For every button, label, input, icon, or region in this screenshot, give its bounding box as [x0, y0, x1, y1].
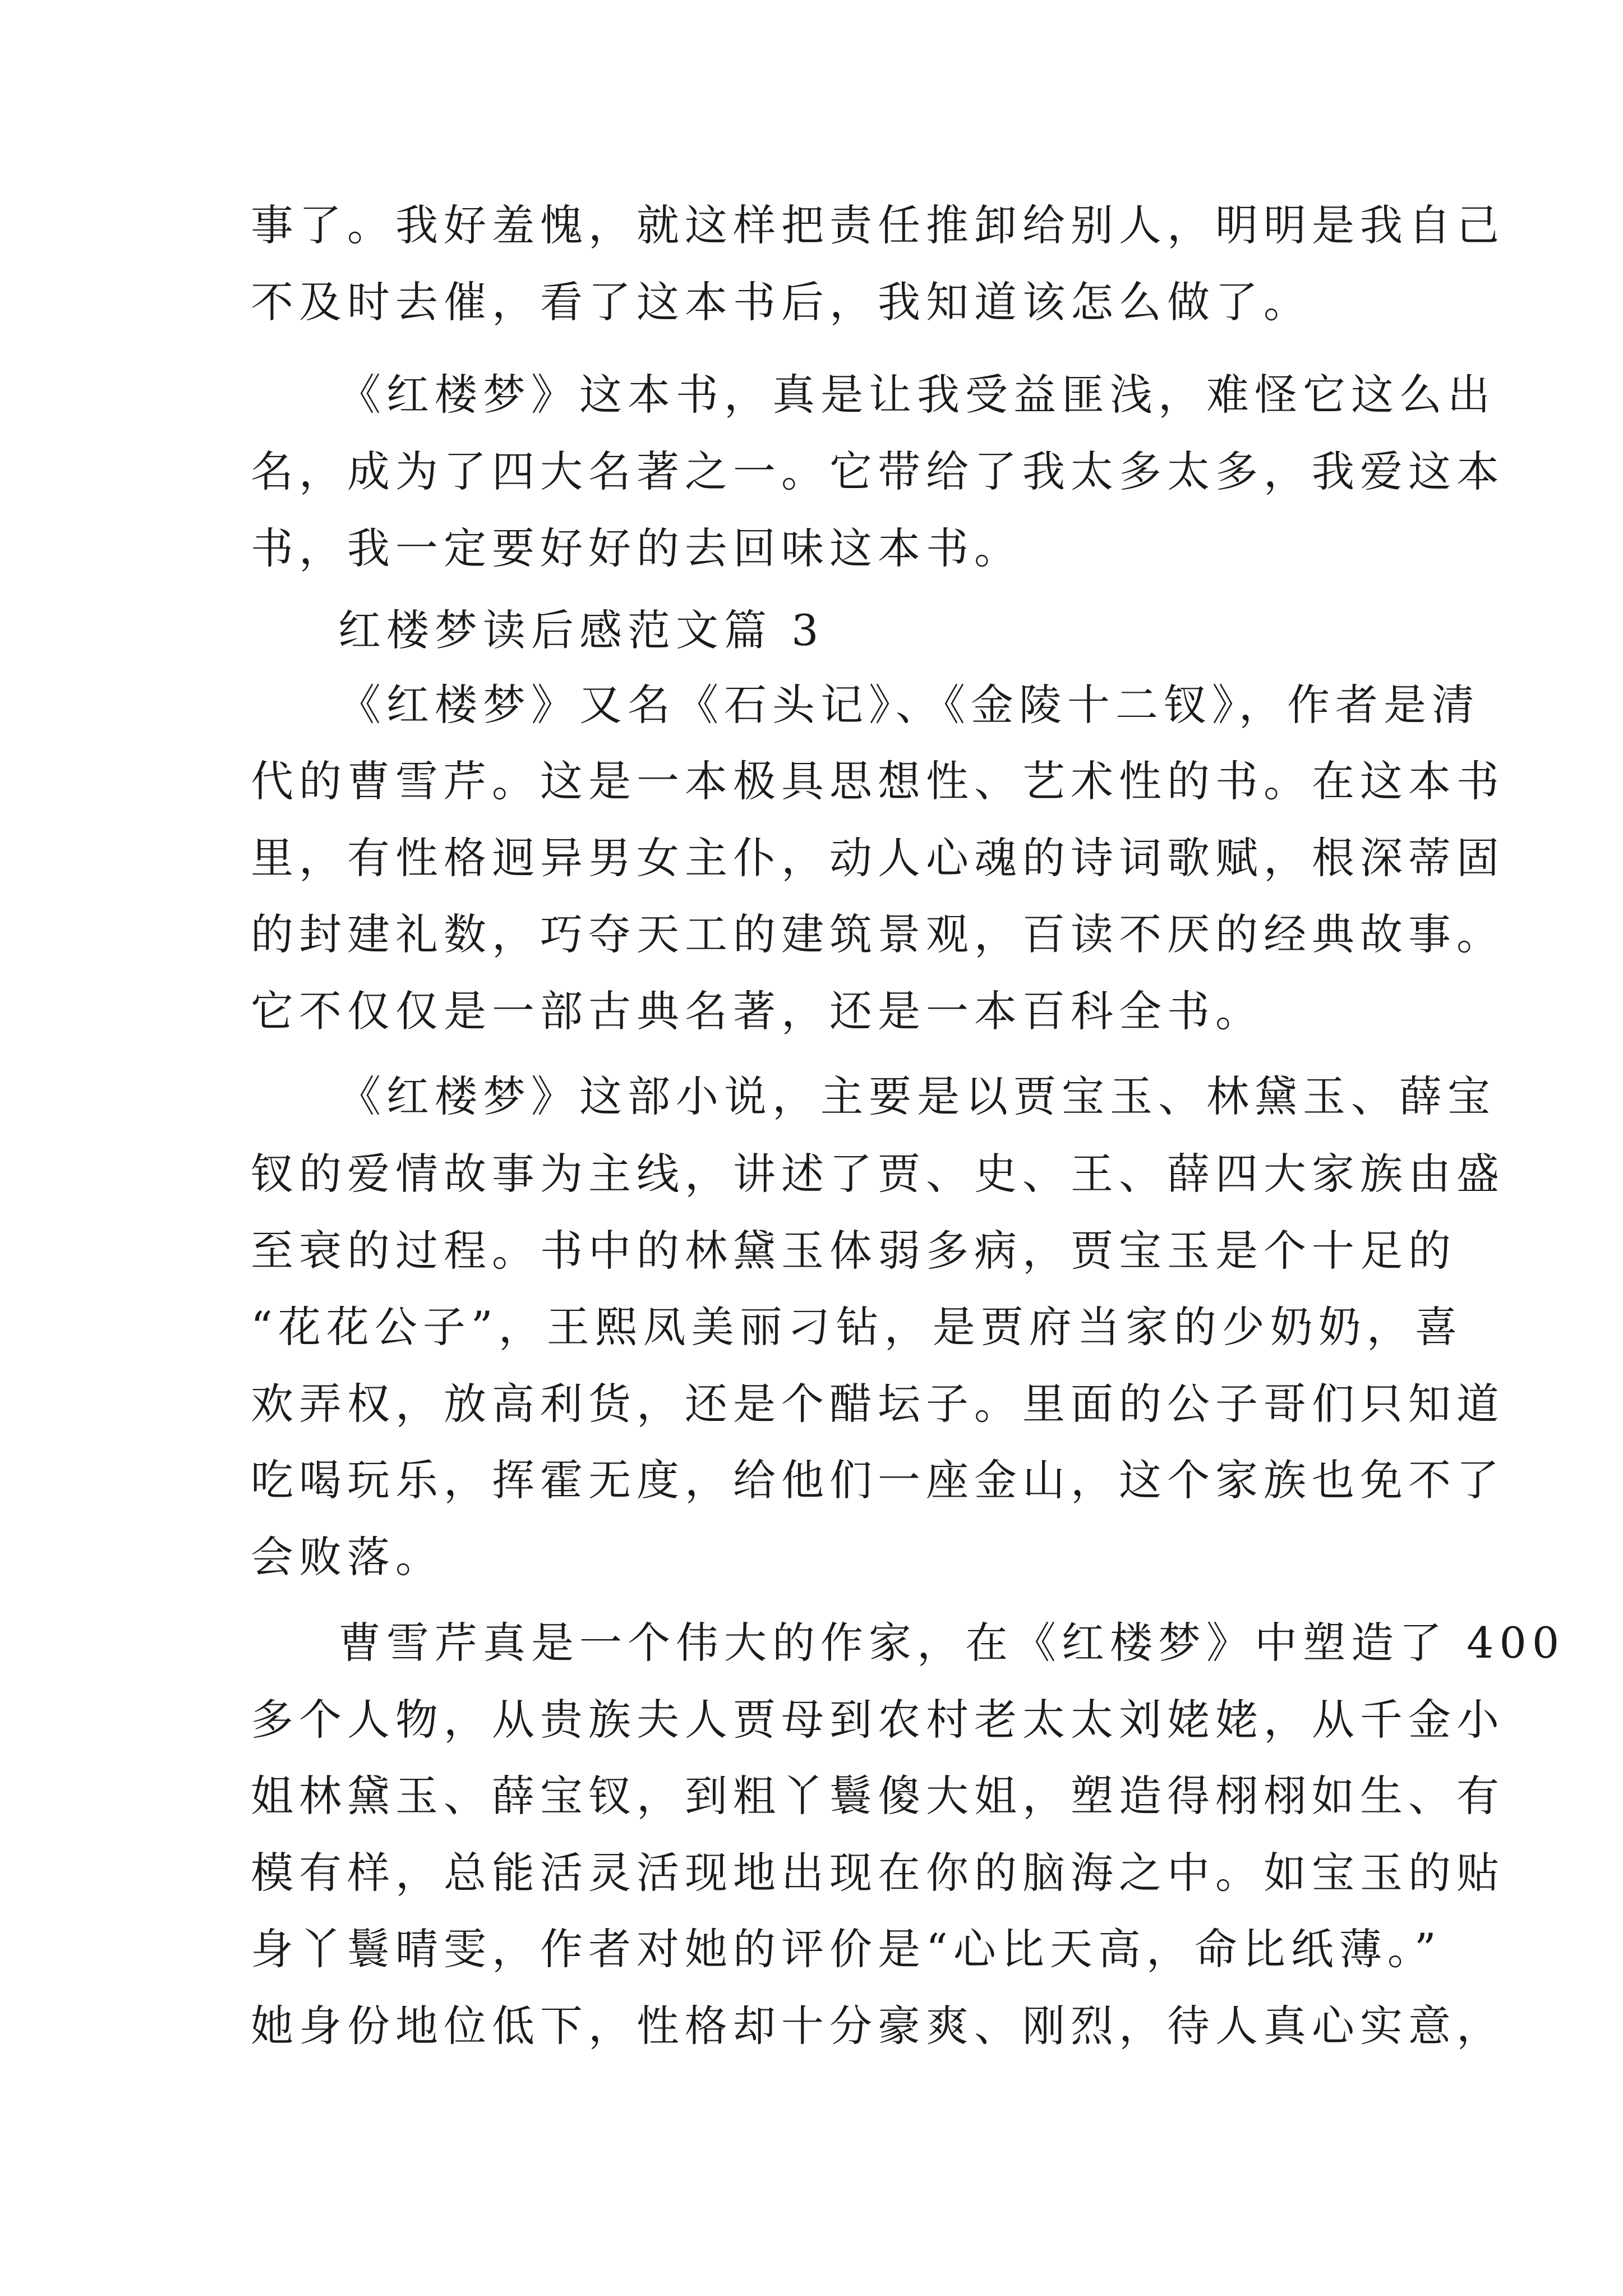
- text-line: 书，我一定要好好的去回味这本书。: [251, 523, 1022, 573]
- section-heading: 红楼梦读后感范文篇 3: [338, 605, 824, 655]
- text-line: 吃喝玩乐，挥霍无度，给他们一座金山，这个家族也免不了: [251, 1455, 1505, 1505]
- text-line: 姐林黛玉、薛宝钗，到粗丫鬟傻大姐，塑造得栩栩如生、有: [251, 1771, 1505, 1821]
- text-line: 她身份地位低下，性格却十分豪爽、刚烈，待人真心实意，: [251, 2001, 1505, 2051]
- paragraph-first-line: 《红楼梦》这本书，真是让我受益匪浅，难怪它这么出: [338, 370, 1496, 420]
- paragraph-first-line: 《红楼梦》这部小说，主要是以贾宝玉、林黛玉、薛宝: [338, 1071, 1496, 1121]
- text-line: 的封建礼数，巧夺天工的建筑景观，百读不厌的经典故事。: [251, 909, 1505, 959]
- text-line: 名，成为了四大名著之一。它带给了我太多太多，我爱这本: [251, 447, 1505, 496]
- text-line: 代的曹雪芹。这是一本极具思想性、艺术性的书。在这本书: [251, 756, 1505, 806]
- text-line: 至衰的过程。书中的林黛玉体弱多病，贾宝玉是个十足的: [251, 1226, 1456, 1276]
- text-line: 欢弄权，放高利货，还是个醋坛子。里面的公子哥们只知道: [251, 1379, 1505, 1429]
- text-line: 多个人物，从贵族夫人贾母到农村老太太刘姥姥，从千金小: [251, 1695, 1505, 1745]
- text-line: 里，有性格迥异男女主仆，动人心魂的诗词歌赋，根深蒂固: [251, 833, 1505, 883]
- text-line: 会败落。: [251, 1532, 444, 1582]
- text-line: 身丫鬟晴雯，作者对她的评价是“心比天高，命比纸薄。”: [251, 1924, 1442, 1974]
- paragraph-first-line: 《红楼梦》又名《石头记》、《金陵十二钗》，作者是清: [338, 680, 1480, 730]
- text-line: 它不仅仅是一部古典名著，还是一本百科全书。: [251, 986, 1264, 1036]
- paragraph-first-line: 曹雪芹真是一个伟大的作家，在《红楼梦》中塑造了 400: [338, 1618, 1565, 1668]
- text-line: “花花公子”，王熙凤美丽刁钻，是贾府当家的少奶奶，喜: [251, 1302, 1463, 1352]
- text-line: 模有样，总能活灵活现地出现在你的脑海之中。如宝玉的贴: [251, 1848, 1505, 1898]
- text-line: 钗的爱情故事为主线，讲述了贾、史、王、薛四大家族由盛: [251, 1149, 1505, 1199]
- text-line: 不及时去催，看了这本书后，我知道该怎么做了。: [251, 277, 1312, 327]
- text-line: 事了。我好羞愧，就这样把责任推卸给别人，明明是我自己: [251, 200, 1505, 250]
